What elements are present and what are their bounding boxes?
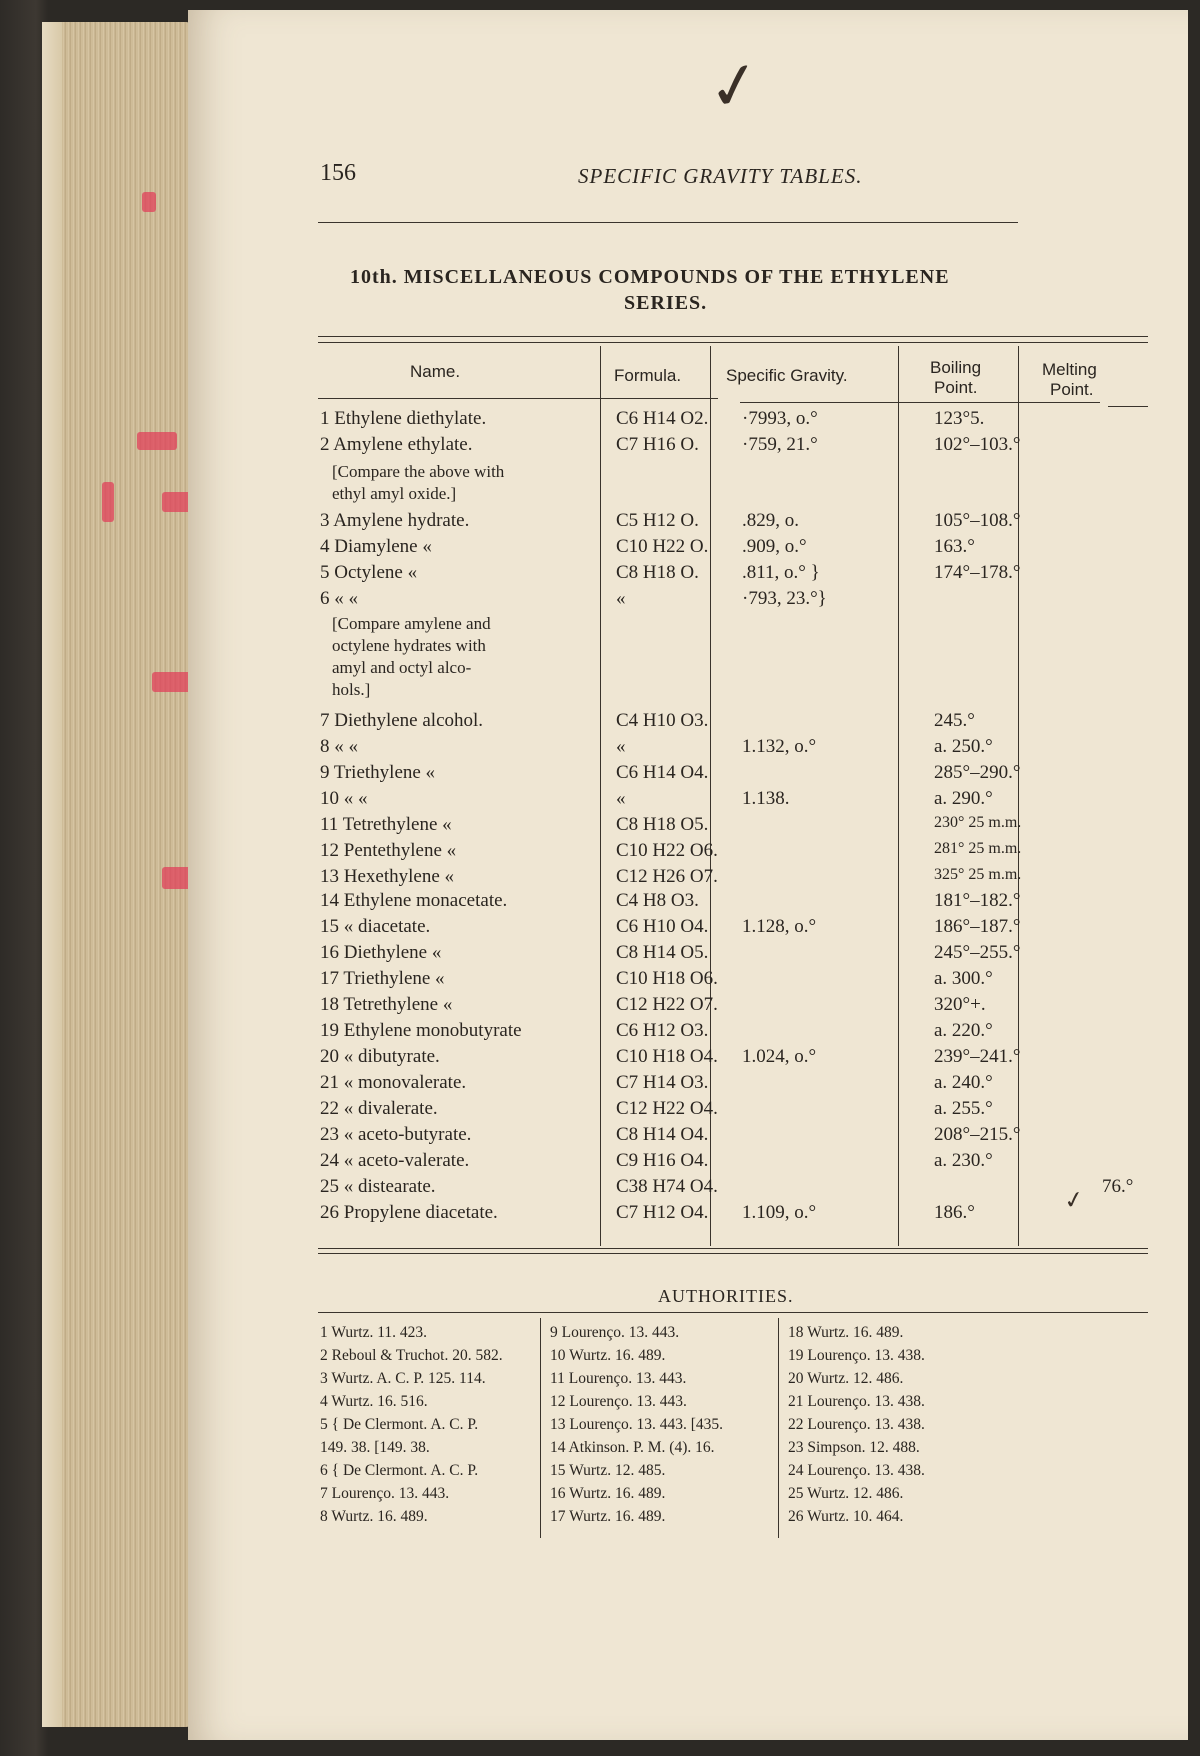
cell-specific-gravity: .829, o. [742, 510, 799, 531]
cell-name: 18 Tetrethylene « [320, 994, 453, 1015]
authority-entry: 7 Lourenço. 13. 443. [320, 1485, 450, 1502]
authority-entry: 16 Wurtz. 16. 489. [550, 1485, 666, 1502]
cell-name: 20 « dibutyrate. [320, 1046, 440, 1067]
table-row [318, 680, 1148, 706]
cell-boiling-point: a. 290.° [934, 788, 993, 809]
cell-name: hols.] [332, 680, 371, 699]
cell-boiling-point: 105°–108.° [934, 510, 1021, 531]
mp-check-mark: ✓ [1061, 1184, 1087, 1216]
table-row [318, 710, 1148, 736]
cell-formula: C5 H12 O. [616, 510, 699, 531]
cell-boiling-point: 186°–187.° [934, 916, 1021, 937]
cell-name: 1 Ethylene diethylate. [320, 408, 487, 429]
cell-name: [Compare the above with [332, 462, 505, 481]
cell-formula: C6 H14 O2. [616, 408, 709, 429]
cell-name: amyl and octyl alco- [332, 658, 472, 677]
table-row [318, 942, 1148, 968]
authority-entry: 12 Lourenço. 13. 443. [550, 1393, 687, 1410]
cell-specific-gravity: .811, o.° } [742, 562, 820, 583]
cell-boiling-point: 325° 25 m.m. [934, 866, 1022, 883]
cell-boiling-point: 281° 25 m.m. [934, 840, 1022, 857]
cell-formula: C10 H22 O. [616, 536, 709, 557]
cell-formula: C8 H18 O. [616, 562, 699, 583]
cell-formula: C12 H22 O7. [616, 994, 718, 1015]
table-row [318, 562, 1148, 588]
cell-boiling-point: 186.° [934, 1202, 975, 1223]
cell-specific-gravity: ·7993, o.° [742, 408, 818, 429]
table-row [318, 1072, 1148, 1098]
cell-formula: C9 H16 O4. [616, 1150, 709, 1171]
cell-boiling-point: 174°–178.° [934, 562, 1021, 583]
cell-formula: C7 H14 O3. [616, 1072, 709, 1093]
authority-entry: 22 Lourenço. 13. 438. [788, 1416, 925, 1433]
cell-specific-gravity: .909, o.° [742, 536, 807, 557]
table-row [318, 1150, 1148, 1176]
cell-name: 9 Triethylene « [320, 762, 436, 783]
table-row [318, 968, 1148, 994]
authority-entry: 10 Wurtz. 16. 489. [550, 1347, 666, 1364]
cell-boiling-point: 245°–255.° [934, 942, 1021, 963]
cell-specific-gravity: 1.132, o.° [742, 736, 817, 757]
cell-specific-gravity: ·759, 21.° [742, 434, 818, 455]
authority-entry: 14 Atkinson. P. M. (4). 16. [550, 1439, 715, 1456]
cell-formula: C8 H14 O5. [616, 942, 709, 963]
col-header-bp1: Boiling [930, 358, 982, 377]
cell-formula: C12 H26 O7. [616, 866, 718, 887]
cell-name: octylene hydrates with [332, 636, 486, 655]
table-row [318, 916, 1148, 942]
book-page [188, 10, 1188, 1740]
cell-name: 21 « monovalerate. [320, 1072, 467, 1093]
table-row [318, 1202, 1148, 1228]
authority-entry: 8 Wurtz. 16. 489. [320, 1508, 428, 1525]
cell-name: 7 Diethylene alcohol. [320, 710, 484, 731]
cell-boiling-point: 285°–290.° [934, 762, 1021, 783]
cell-name: 11 Tetrethylene « [320, 814, 452, 835]
cell-boiling-point: 239°–241.° [934, 1046, 1021, 1067]
table-row [318, 408, 1148, 434]
authority-entry: 4 Wurtz. 16. 516. [320, 1393, 428, 1410]
cell-formula: « [616, 588, 626, 609]
cell-formula: C10 H18 O4. [616, 1046, 718, 1067]
authority-entry: 21 Lourenço. 13. 438. [788, 1393, 925, 1410]
table-row [318, 736, 1148, 762]
table-row [318, 890, 1148, 916]
cell-name: 24 « aceto-valerate. [320, 1150, 470, 1171]
cell-name: 15 « diacetate. [320, 916, 431, 937]
cell-formula: C10 H18 O6. [616, 968, 718, 989]
cell-formula: C7 H16 O. [616, 434, 699, 455]
table-row [318, 814, 1148, 840]
cell-formula: C8 H18 O5. [616, 814, 709, 835]
authority-entry: 1 Wurtz. 11. 423. [320, 1324, 428, 1341]
page-edges [42, 22, 192, 1727]
authority-entry: 3 Wurtz. A. C. P. 125. 114. [320, 1370, 486, 1387]
cell-boiling-point: 230° 25 m.m. [934, 814, 1022, 831]
authority-entry: 6 { De Clermont. A. C. P. [320, 1462, 479, 1479]
col-header-mp1: Melting [1042, 360, 1097, 379]
cell-name: ethyl amyl oxide.] [332, 484, 457, 503]
cell-boiling-point: a. 240.° [934, 1072, 993, 1093]
authority-entry: 17 Wurtz. 16. 489. [550, 1508, 666, 1525]
cell-specific-gravity: 1.138. [742, 788, 790, 809]
cell-formula: C6 H10 O4. [616, 916, 709, 937]
col-header-bp2: Point. [934, 378, 978, 397]
authority-entry: 9 Lourenço. 13. 443. [550, 1324, 680, 1341]
cell-name: 4 Diamylene « [320, 536, 432, 557]
table-row [318, 588, 1148, 614]
table-row [318, 434, 1148, 460]
authorities-title: AUTHORITIES. [658, 1286, 794, 1306]
cell-formula: C8 H14 O4. [616, 1124, 709, 1145]
cell-formula: C4 H8 O3. [616, 890, 699, 911]
cell-boiling-point: a. 220.° [934, 1020, 993, 1041]
cell-formula: C6 H12 O3. [616, 1020, 709, 1041]
cell-name: 19 Ethylene monobutyrate [320, 1020, 522, 1041]
cell-formula: C12 H22 O4. [616, 1098, 718, 1119]
authority-entry: 2 Reboul & Truchot. 20. 582. [320, 1347, 503, 1364]
cell-name: 2 Amylene ethylate. [320, 434, 473, 455]
table-row [318, 840, 1148, 866]
cell-formula: C4 H10 O3. [616, 710, 709, 731]
top-check-mark: ✓ [701, 45, 768, 129]
cell-boiling-point: 320°+. [934, 994, 986, 1015]
cell-specific-gravity: 1.109, o.° [742, 1202, 817, 1223]
authority-entry: 24 Lourenço. 13. 438. [788, 1462, 925, 1479]
table-row [318, 1098, 1148, 1124]
cell-name: 10 « « [320, 788, 368, 809]
col-header-mp2: Point. [1050, 380, 1094, 399]
cell-formula: C10 H22 O6. [616, 840, 718, 861]
cell-formula: « [616, 788, 626, 809]
table-row [318, 1020, 1148, 1046]
table-row [318, 866, 1148, 892]
cell-name: 5 Octylene « [320, 562, 418, 583]
cell-specific-gravity: 1.024, o.° [742, 1046, 817, 1067]
page-number: 156 [320, 160, 356, 186]
cell-specific-gravity: ·793, 23.°} [742, 588, 827, 609]
cell-name: 23 « aceto-butyrate. [320, 1124, 472, 1145]
cell-name: 22 « divalerate. [320, 1098, 438, 1119]
cell-name: [Compare amylene and [332, 614, 491, 633]
table-row [318, 1046, 1148, 1072]
section-title-line1: 10th. MISCELLANEOUS COMPOUNDS OF THE ETHYLENE [350, 266, 950, 288]
cell-boiling-point: 102°–103.° [934, 434, 1021, 455]
col-header-formula: Formula. [614, 366, 682, 385]
authority-entry: 149. 38. [149. 38. [320, 1439, 430, 1456]
cell-name: 26 Propylene diacetate. [320, 1202, 498, 1223]
table-row [318, 536, 1148, 562]
section-title-line2: SERIES. [624, 292, 708, 314]
cell-boiling-point: 163.° [934, 536, 975, 557]
table-row [318, 1176, 1148, 1202]
col-header-sg: Specific Gravity. [726, 366, 848, 385]
authority-entry: 15 Wurtz. 12. 485. [550, 1462, 666, 1479]
cell-name: 13 Hexethylene « [320, 866, 455, 887]
cell-boiling-point: 208°–215.° [934, 1124, 1021, 1145]
cell-formula: C38 H74 O4. [616, 1176, 718, 1197]
authority-entry: 23 Simpson. 12. 488. [788, 1439, 920, 1456]
cell-specific-gravity: 1.128, o.° [742, 916, 817, 937]
table-row [318, 510, 1148, 536]
cell-boiling-point: 181°–182.° [934, 890, 1021, 911]
table-row [318, 762, 1148, 788]
cell-name: 17 Triethylene « [320, 968, 445, 989]
authority-entry: 20 Wurtz. 12. 486. [788, 1370, 904, 1387]
cell-boiling-point: a. 300.° [934, 968, 993, 989]
cell-formula: C7 H12 O4. [616, 1202, 709, 1223]
cell-name: 6 « « [320, 588, 358, 609]
table-row [318, 994, 1148, 1020]
authority-entry: 13 Lourenço. 13. 443. [435. [550, 1416, 724, 1433]
authority-entry: 18 Wurtz. 16. 489. [788, 1324, 904, 1341]
cell-name: 12 Pentethylene « [320, 840, 457, 861]
cell-name: 16 Diethylene « [320, 942, 442, 963]
cell-melting-point: 76.° [1102, 1176, 1134, 1197]
authority-entry: 5 { De Clermont. A. C. P. [320, 1416, 479, 1433]
cell-formula: « [616, 736, 626, 757]
running-title: SPECIFIC GRAVITY TABLES. [578, 164, 863, 188]
table-row [318, 788, 1148, 814]
cell-name: 14 Ethylene monacetate. [320, 890, 508, 911]
cell-name: 8 « « [320, 736, 358, 757]
cell-name: 3 Amylene hydrate. [320, 510, 470, 531]
authority-entry: 11 Lourenço. 13. 443. [550, 1370, 687, 1387]
table-row [318, 484, 1148, 510]
authority-entry: 19 Lourenço. 13. 438. [788, 1347, 925, 1364]
cell-boiling-point: 245.° [934, 710, 975, 731]
cell-name: 25 « distearate. [320, 1176, 436, 1197]
col-header-name: Name. [410, 362, 461, 381]
authority-entry: 26 Wurtz. 10. 464. [788, 1508, 904, 1525]
table-row [318, 1124, 1148, 1150]
cell-boiling-point: a. 255.° [934, 1098, 993, 1119]
cell-formula: C6 H14 O4. [616, 762, 709, 783]
authority-entry: 25 Wurtz. 12. 486. [788, 1485, 904, 1502]
cell-boiling-point: a. 230.° [934, 1150, 993, 1171]
cell-boiling-point: 123°5. [934, 408, 985, 429]
cell-boiling-point: a. 250.° [934, 736, 993, 757]
